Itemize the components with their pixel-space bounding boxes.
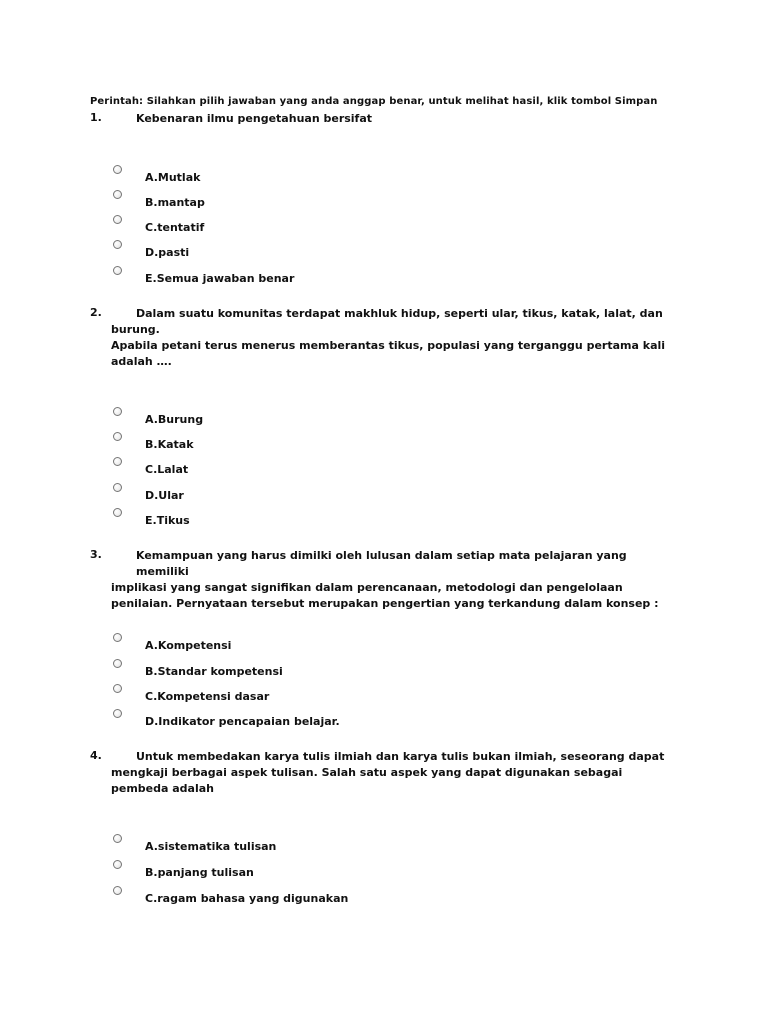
question-text: Kebenaran ilmu pengetahuan bersifat <box>136 112 373 125</box>
question-text: Untuk membedakan karya tulis ilmiah dan karya tulis bukan ilmiah, seseorang dapat mengkaji berbagai aspek tulisan. Salah satu aspek yang dapat digunakan sebagai pembeda adalah <box>111 750 665 795</box>
radio-button[interactable] <box>113 432 122 441</box>
radio-button[interactable] <box>113 860 122 869</box>
question-number: 3. <box>90 548 102 561</box>
radio-button[interactable] <box>113 633 122 642</box>
radio-button[interactable] <box>113 709 122 718</box>
radio-button[interactable] <box>113 266 122 275</box>
radio-button[interactable] <box>113 190 122 199</box>
question-number: 4. <box>90 749 102 762</box>
radio-button[interactable] <box>113 483 122 492</box>
radio-button[interactable] <box>113 659 122 668</box>
radio-button[interactable] <box>113 215 122 224</box>
radio-button[interactable] <box>113 240 122 249</box>
question-text: Kemampuan yang harus dimilki oleh lulusan dalam setiap mata pelajaran yang memiliki implikasi yang sangat signifikan dalam perencanaan, metodologi dan pengelolaan penilaian. Pernyataan tersebut merupakan pengertian yang terkandung dalam konsep : <box>111 549 659 610</box>
instruction-text: Perintah: Silahkan pilih jawaban yang anda anggap benar, untuk melihat hasil, klik tombol Simpan <box>90 96 658 107</box>
radio-button[interactable] <box>113 834 122 843</box>
radio-button[interactable] <box>113 407 122 416</box>
radio-button[interactable] <box>113 457 122 466</box>
radio-button[interactable] <box>113 886 122 895</box>
question-text: Dalam suatu komunitas terdapat makhluk hidup, seperti ular, tikus, katak, lalat, dan burung. Apabila petani terus menerus memberantas tikus, populasi yang terganggu pertama kali adalah …. <box>111 307 666 368</box>
question-number: 1. <box>90 111 102 124</box>
radio-button[interactable] <box>113 684 122 693</box>
question-number: 2. <box>90 306 102 319</box>
radio-button[interactable] <box>113 165 122 174</box>
radio-button[interactable] <box>113 508 122 517</box>
